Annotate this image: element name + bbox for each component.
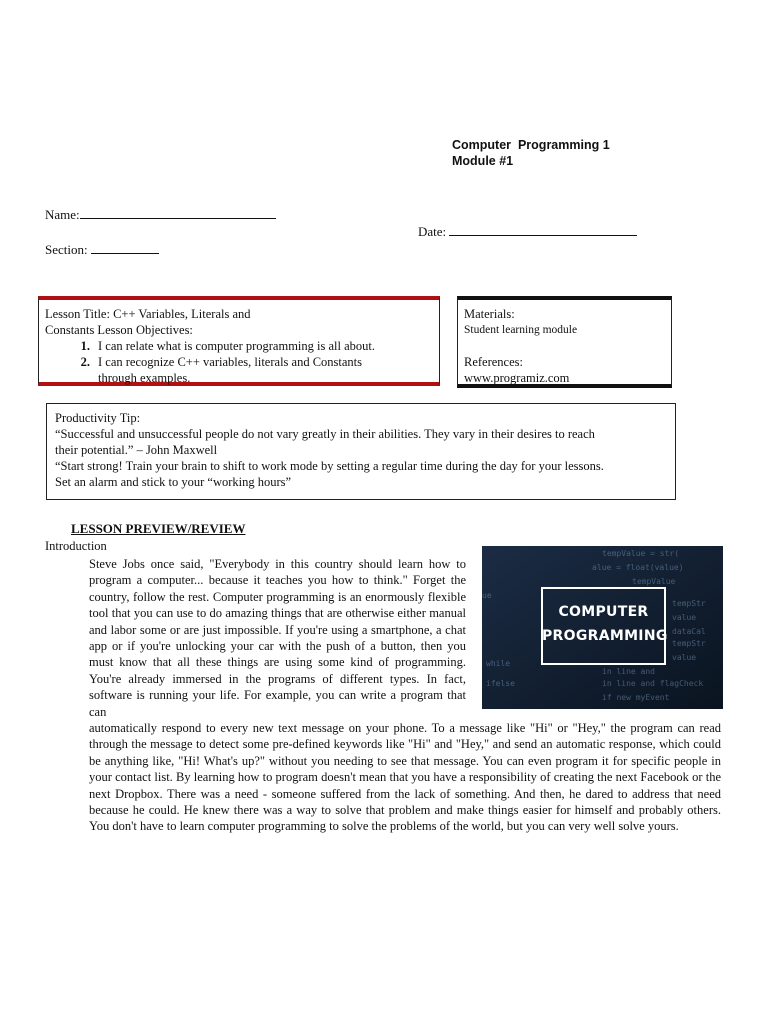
svg-text:tempStr: tempStr [672, 599, 706, 608]
svg-text:value: value [672, 653, 697, 662]
lesson-box [38, 296, 440, 386]
svg-text:while: while [486, 659, 511, 668]
section-blank-line[interactable] [91, 241, 159, 254]
name-label: Name: [45, 207, 80, 222]
module-header [452, 137, 610, 169]
svg-text:dataCal: dataCal [672, 627, 706, 636]
svg-text:tempValue: tempValue [632, 577, 676, 586]
svg-text:ue: ue [482, 591, 492, 600]
section-field [45, 241, 159, 258]
objectives-list [45, 338, 433, 386]
image-caption [542, 600, 668, 648]
intro-paragraph-part2: automatically respond to every new text message on your phone. To a message like "Hi" or "Hey," the program can read through the message to detect some pre-defined keywords like "Hi" and "Hey," and send an automatic response, which could be anything like, "Hi! What's up?" without you needing to see that message. You can even program it for specific people in your contact list. By learning how to program doesn't mean that you have a responsibility of creating the next Facebook or the next Dropbox. There was a need - someone suffered from the lack of something. And then, he dared to address that need because he could. He knew there was a way to solve that problem and make things easier for himself and probably others. You don't have to learn computer programming to solve the problems of the world, but you can very well solve yours. [89, 721, 721, 834]
objective-number: 1. [80, 339, 90, 353]
tip-label: Productivity Tip: [55, 411, 141, 425]
references-label: References: [464, 355, 523, 369]
lesson-title-line2: Constants Lesson Objectives: [45, 323, 193, 337]
computer-programming-image [482, 546, 723, 709]
svg-text:value: value [672, 613, 697, 622]
objective-text: I can recognize C++ variables, literals and Constants [98, 355, 363, 369]
materials-value: Student learning module [464, 324, 578, 336]
image-caption-line2: PROGRAMMING [542, 628, 668, 644]
image-caption-line1: COMPUTER [558, 604, 649, 620]
module-number: Module #1 [452, 154, 514, 168]
lesson-title-line1: Lesson Title: C++ Variables, Literals and [45, 307, 251, 321]
name-field [45, 206, 276, 223]
materials-box [457, 296, 672, 388]
objective-item [45, 338, 433, 354]
intro-paragraph-part1: Steve Jobs once said, "Everybody in this country should learn how to program a computer... because it teaches you how to think." Forget the country, follow the rest. Computer programming is an enormously flexible tool that you can use to do amazing things that are otherwise either manual and labor some or are just impossible. If you're using a smartphone, a chat app or if you're unlocking your car with the push of a button, then you must know that all these things are using some kind of programming. You're already immersed in the programs of different types. In fact, software is running your life. For example, you can write a program that can [89, 557, 466, 719]
date-blank-line[interactable] [449, 223, 637, 236]
tip-quote2-line2: Set an alarm and stick to your “working hours” [55, 475, 292, 489]
objective-text: I can relate what is computer programming is all about. [98, 339, 375, 353]
svg-text:ifelse: ifelse [486, 679, 515, 688]
objective-item-cont [45, 370, 433, 386]
date-field [418, 223, 637, 240]
svg-text:tempStr: tempStr [672, 639, 706, 648]
svg-text:tempValue = str(: tempValue = str( [602, 549, 680, 558]
name-blank-line[interactable] [80, 206, 276, 219]
tip-quote1-line1: “Successful and unsuccessful people do not vary greatly in their abilities. They vary in their desires to reach [55, 427, 595, 441]
svg-text:if new myEvent: if new myEvent [602, 693, 670, 702]
course-title: Computer Programming 1 [452, 138, 610, 152]
introduction-label: Introduction [45, 539, 107, 553]
objective-text-cont: through examples. [98, 371, 191, 385]
objective-item [45, 354, 433, 370]
materials-label: Materials: [464, 307, 515, 321]
tip-quote2-line1: “Start strong! Train your brain to shift to work mode by setting a regular time during the day for your lessons. [55, 459, 604, 473]
svg-text:in line and: in line and [602, 667, 655, 676]
svg-text:alue = float(value): alue = float(value) [592, 563, 684, 572]
section-label: Section: [45, 242, 88, 257]
lesson-preview-title: LESSON PREVIEW/REVIEW [71, 521, 246, 536]
productivity-tip-box [46, 403, 676, 500]
svg-text:in line and flagCheck: in line and flagCheck [602, 679, 704, 688]
date-label: Date: [418, 224, 447, 239]
tip-quote1-line2: their potential.” – John Maxwell [55, 443, 218, 457]
objective-number: 2. [80, 355, 90, 369]
references-value: www.programiz.com [464, 371, 570, 385]
